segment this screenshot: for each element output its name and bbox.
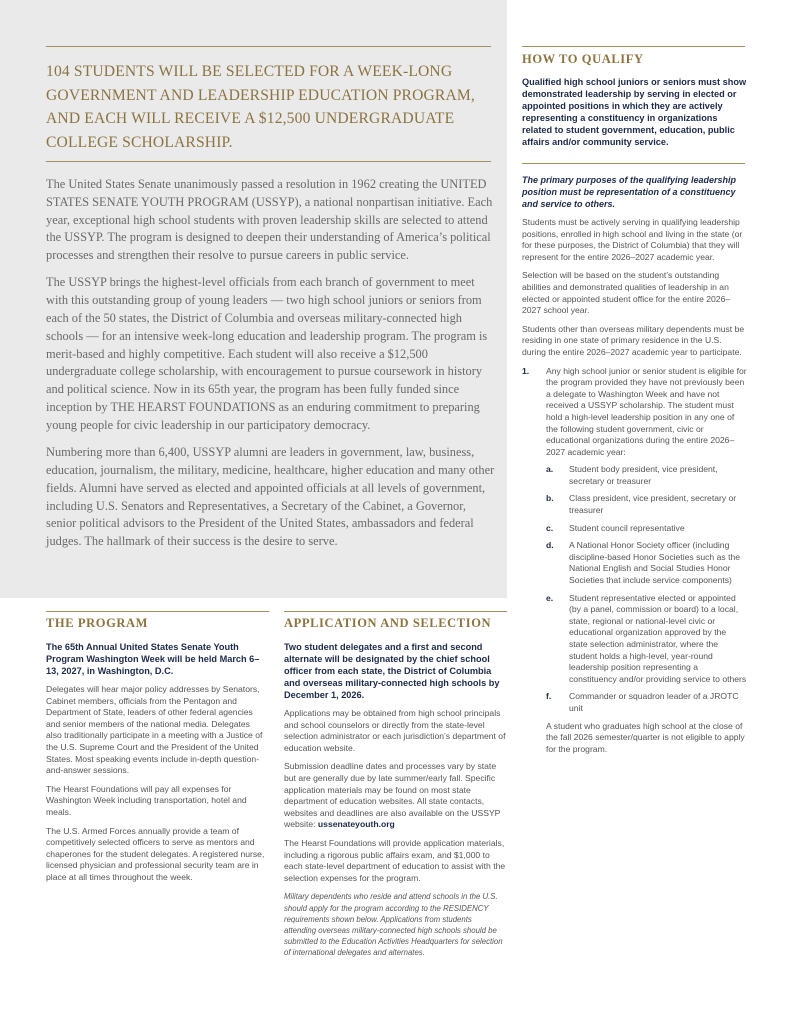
position-list-item — [546, 464, 747, 487]
position-list-item — [546, 691, 747, 714]
headline: 104 STUDENTS WILL BE SELECTED FOR A WEEK-LONG GOVERNMENT AND LEADERSHIP EDUCATION PROGRAM, AND EACH WILL RECEIVE A $12,500 UNDERGRADUATE COLLEGE SCHOLARSHIP. — [46, 63, 475, 151]
application-paragraph: Applications may be obtained from high school principals and school counselors or directly from the state-level selection administrator or each jurisdiction’s department of education website. — [284, 708, 506, 753]
program-lead: The 65th Annual United States Senate Youth Program Washington Week will be held March 6–13, 2027, in Washington, D.C. — [46, 642, 260, 676]
application-column — [284, 641, 506, 966]
program-rule — [46, 611, 269, 612]
website-link[interactable]: ussenateyouth.org — [317, 819, 395, 830]
list-marker: c. — [546, 522, 554, 533]
application-paragraph — [284, 761, 506, 831]
military-note: Military dependents who reside and attend schools in the U.S. should apply for the program according to the RESIDENCY requirements shown below. Applications from students attending overseas military-connected high schools should be submitted to the Education Activities Headquarters for selection of international delegates and alternates. — [284, 892, 503, 958]
application-title: APPLICATION AND SELECTION — [284, 616, 492, 630]
list-marker: e. — [546, 592, 554, 603]
qualify-paragraph: Selection will be based on the student’s outstanding abilities and demonstrated qualities of leadership in an elected or appointed student office for the entire 2026–2027 school year. — [522, 270, 731, 316]
position-list-item — [546, 540, 747, 586]
headline-bottom-rule — [46, 161, 491, 162]
qualify-lead-block — [522, 76, 750, 155]
intro-paragraph: Numbering more than 6,400, USSYP alumni are leaders in government, law, business, education, journalism, the military, medicine, healthcare, higher education and many other fields. Alumni have served as elected and appointed officials at all levels of government, including U.S. Senators and Representatives, a Secretary of the Cabinet, a Governor, senior political advisors to the President of the United States, ambassadors and federal judges. The hallmark of their success is the desire to serve. — [46, 445, 495, 549]
program-paragraph: Delegates will hear major policy addresses by Senators, Cabinet members, officials from the Pentagon and Department of State, leaders of other federal agencies and senior members of the national media. Delegates also traditionally participate in a meeting with a Justice of the U.S. Supreme Court and the President of the United States. Most speaking events include in-depth question-and-answer sessions. — [46, 684, 263, 776]
qualify-lead: Qualified high school juniors or seniors must show demonstrated leadership by serving in elected or appointed positions in which they are actively representing a constituency in organizations related to student government, education, public affairs and/or community service. — [522, 77, 747, 147]
position-text: Student council representative — [569, 522, 685, 533]
eligibility-text: Any high school junior or senior student is eligible for the program provided they have not previously been a delegate to Washington Week and have not received a USSYP scholarship. The student must hold a high-level leadership position in any one of the following student government, civic or educational organizations during the entire 2026–2027 academic year: — [546, 365, 747, 457]
intro-paragraph: The United States Senate unanimously passed a resolution in 1962 creating the UNITED STATES SENATE YOUTH PROGRAM (USSYP), a national nonpartisan initiative. Each year, exceptional high school students with proven leadership skills are selected to attend the USSYP. The program is designed to deepen their understanding of America’s political processes and strengthen their resolve to pursue careers in public service. — [46, 177, 493, 263]
qualify-paragraph: Students must be actively serving in qualifying leadership positions, enrolled in high school and living in the state (or for these purposes, the District of Columbia) that they will represent for the entire 2026–2027 academic year. — [522, 217, 743, 262]
qualify-title: HOW TO QUALIFY — [522, 52, 644, 66]
list-marker: d. — [546, 540, 554, 551]
qualify-mid-rule — [522, 163, 745, 164]
graduation-note: A student who graduates high school at the close of the fall 2026 semester/quarter is not eligible to apply for the program. — [546, 720, 745, 754]
qualify-purpose: The primary purposes of the qualifying leadership position must be representation of a constituency and service to others. — [522, 175, 737, 209]
intro-text — [46, 176, 498, 560]
program-column — [46, 641, 268, 891]
position-list-item — [546, 493, 747, 516]
qualify-top-rule — [522, 46, 745, 47]
position-list-item — [546, 523, 747, 535]
application-deadline-text: Submission deadline dates and processes vary by state but are generally due by late summer/early fall. Specific application materials may be found on most state department of education websites. All state contacts, websites and deadlines are also available on the USSYP website: — [284, 761, 501, 830]
item-number: 1. — [522, 365, 530, 376]
position-text: Class president, vice president, secretary or treasurer — [569, 493, 737, 516]
program-title: THE PROGRAM — [46, 616, 149, 630]
list-marker: a. — [546, 464, 554, 475]
program-paragraph: The U.S. Armed Forces annually provide a team of competitively selected officers to serve as mentors and chaperones for the student delegates. A registered nurse, licensed physician and professional security team are in place at all times throughout the week. — [46, 825, 265, 882]
qualify-paragraph: Students other than overseas military dependents must be residing in one state of primary residence in the U.S. during the entire 2026–2027 academic year to participate. — [522, 323, 745, 357]
position-text: A National Honor Society officer (including discipline-based Honor Societies such as the National English and Social Studies Honor Societies that include service components) — [569, 540, 741, 586]
position-text: Commander or squadron leader of a JROTC unit — [569, 691, 739, 713]
application-lead: Two student delegates and a first and second alternate will be designated by the chief school officer from each state, the District of Columbia and overseas military-connected high schools by December 1, 2026. — [284, 642, 500, 700]
application-rule — [284, 611, 507, 612]
application-paragraph: The Hearst Foundations will provide application materials, including a rigorous public affairs exam, and $1,000 to each state-level department of education to assist with the selection expenses for the program. — [284, 837, 506, 883]
position-text: Student body president, vice president, secretary or treasurer — [569, 464, 718, 486]
position-list-item — [546, 593, 747, 686]
list-marker: f. — [546, 691, 552, 702]
position-list — [546, 464, 747, 714]
position-text: Student representative elected or appointed (by a panel, commission or board) to a local, state, regional or national-level civic or educational organization approved by the state selection administrator, where the student holds a high-level, year-round leadership position representing a constituency and/or providing service to others — [569, 592, 747, 684]
list-marker: b. — [546, 493, 554, 504]
qualify-column — [522, 174, 747, 761]
intro-paragraph: The USSYP brings the highest-level officials from each branch of government to meet with this outstanding group of young leaders — two high school juniors or seniors from each of the 50 states, the District of Columbia and overseas military-connected high schools — for an intensive week-long education and leadership program. The program is merit-based and highly competitive. Each student will also receive a $12,500 undergraduate college scholarship, with encouragement to pursue coursework in history and political science. Now in its 65th year, the program has been fully funded since inception by THE HEARST FOUNDATIONS as an enduring commitment to preparing young people for civic leadership in our participatory democracy. — [46, 275, 488, 432]
headline-top-rule — [46, 46, 491, 47]
eligibility-item — [522, 366, 747, 756]
program-paragraph: The Hearst Foundations will pay all expenses for Washington Week including transportation, hotel and meals. — [46, 783, 247, 817]
